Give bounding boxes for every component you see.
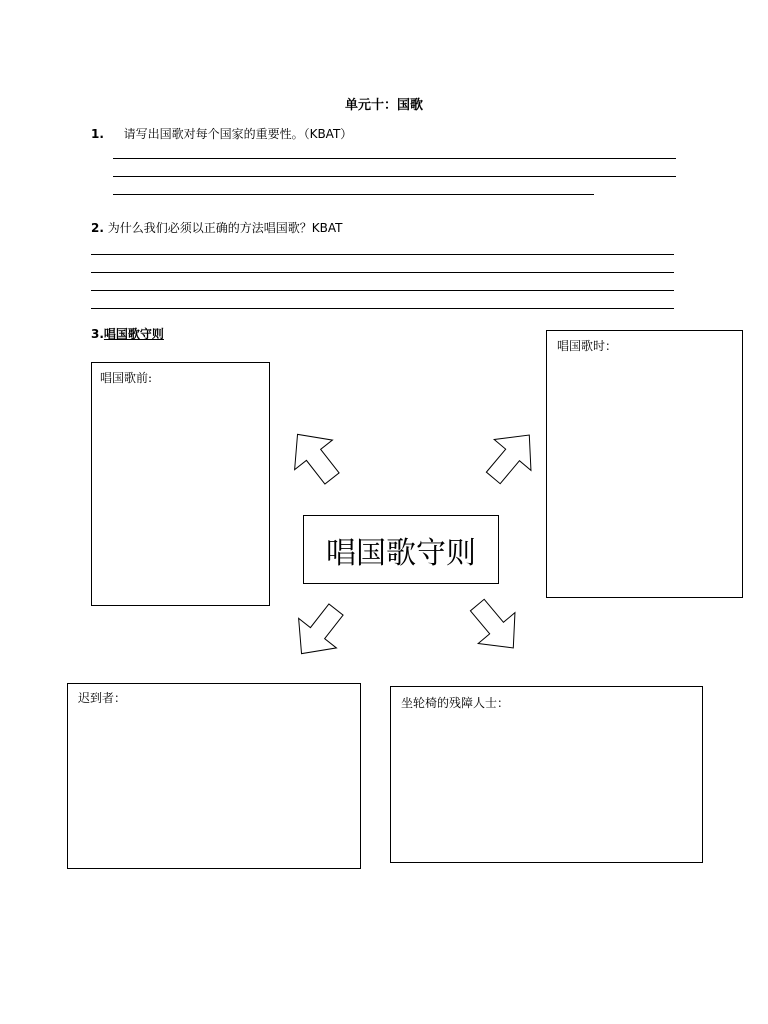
question-1-text: 请写出国歌对每个国家的重要性。（KBAT）	[123, 127, 353, 141]
answer-line-1a[interactable]	[113, 158, 676, 159]
question-3-heading	[91, 325, 164, 342]
answer-line-2a[interactable]	[91, 254, 674, 255]
question-3-text: 唱国歌守则	[103, 327, 164, 341]
answer-line-2c[interactable]	[91, 290, 674, 291]
box-while-singing-label: 唱国歌时：	[557, 339, 618, 353]
answer-line-2d[interactable]	[91, 308, 674, 309]
question-2-text: 为什么我们必须以正确的方法唱国歌？KBAT	[107, 221, 343, 235]
box-latecomers[interactable]	[67, 683, 361, 869]
arrow-up-left-icon	[284, 423, 348, 493]
answer-line-1c[interactable]	[113, 194, 594, 195]
box-latecomers-label: 迟到者：	[78, 691, 127, 705]
center-topic-label: 唱国歌守则	[326, 535, 476, 571]
center-topic-box	[303, 515, 499, 584]
box-before-singing-label: 唱国歌前:	[100, 371, 153, 385]
arrow-up-right-icon	[478, 423, 542, 493]
question-2	[91, 219, 342, 236]
arrow-down-right-icon	[462, 592, 526, 658]
box-wheelchair-users[interactable]	[390, 686, 703, 863]
answer-line-1b[interactable]	[113, 176, 676, 177]
worksheet-title: 单元十：国歌	[344, 98, 423, 113]
box-wheelchair-users-label: 坐轮椅的残障人士：	[401, 696, 510, 710]
box-before-singing[interactable]	[91, 362, 270, 606]
question-1-number: 1.	[91, 127, 104, 141]
question-1	[91, 125, 352, 142]
question-3-number: 3.	[91, 327, 104, 341]
question-2-number: 2.	[91, 221, 104, 235]
arrow-down-left-icon	[286, 596, 354, 664]
answer-line-2b[interactable]	[91, 272, 674, 273]
box-while-singing[interactable]	[546, 330, 743, 598]
